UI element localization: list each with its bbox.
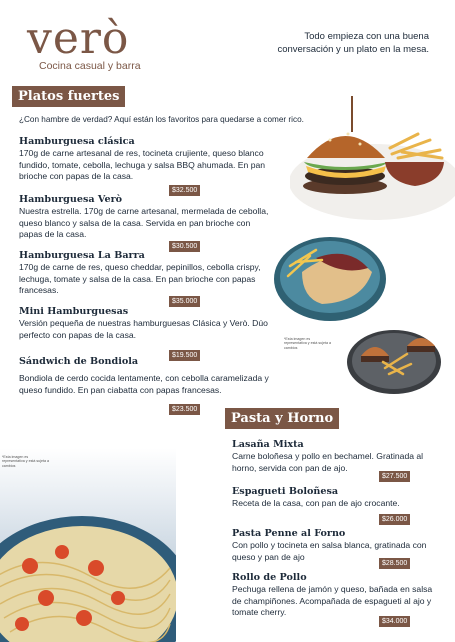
item-description: Pechuga rellena de jamón y queso, bañada en salsa de champiñones. Acompañada de espagueti al ajo y tomate cherry.: [232, 584, 433, 618]
item-name: Hamburguesa Verò: [19, 194, 123, 205]
item-description: 170g de carne de res, queso cheddar, pepinillos, cebolla crispy, lechuga, tomate y salsa de la casa. En pan brioche con papas francesas.: [19, 262, 261, 296]
burger-photo: [290, 92, 455, 232]
menu-item-lasana-mixta: [232, 439, 444, 474]
item-name: Espagueti Boloñesa: [232, 486, 339, 497]
brand-name: verò: [27, 13, 130, 64]
item-name: Lasaña Mixta: [232, 439, 304, 450]
item-description: Carne boloñesa y pollo en bechamel. Gratinada al horno, servida con pan de ajo.: [232, 451, 424, 473]
menu-item-espagueti-bolonesa: [232, 486, 444, 510]
item-price: $23.500: [169, 404, 200, 415]
section-title-pasta: Pasta y Horno: [225, 408, 339, 429]
item-description: 170g de carne artesanal de res, tocineta crujiente, queso blanco fundido, tomate, cebolla, lechuga y salsa BBQ ahumada. En pan brioche con papas de la casa.: [19, 148, 266, 182]
item-price: $27.500: [379, 471, 410, 482]
item-price: $28.500: [379, 558, 410, 569]
item-name: Hamburguesa clásica: [19, 136, 135, 147]
item-price: $34.000: [379, 616, 410, 627]
item-price: $35.000: [169, 296, 200, 307]
photo-note: *Esta imagen es representativa y está sujeta a cambios: [2, 455, 49, 468]
item-price: $30.500: [169, 241, 200, 252]
menu-item-mini-hamburguesas: [19, 306, 274, 341]
menu-item-hamburguesa-clasica: [19, 136, 274, 183]
photo-note: *Esta imagen es representativa y está sujeta a cambios: [284, 337, 331, 350]
item-name: Hamburguesa La Barra: [19, 250, 145, 261]
item-description: Con pollo y tocineta en salsa blanca, gratinada con queso y pan de ajo: [232, 540, 427, 562]
menu-item-hamburguesa-vero: [19, 194, 274, 241]
section-title-platos: Platos fuertes: [12, 86, 125, 107]
item-price: $32.500: [169, 185, 200, 196]
sandwich-photo: [272, 232, 390, 322]
mini-burgers-photo: [345, 318, 443, 398]
tagline: Todo empieza con una buena conversación y un plato en la mesa.: [277, 31, 429, 55]
item-name: Rollo de Pollo: [232, 572, 307, 583]
menu-item-sandwich-bondiola: [19, 356, 274, 396]
pasta-photo: [0, 448, 176, 642]
item-name: Pasta Penne al Forno: [232, 528, 346, 539]
item-name: Mini Hamburguesas: [19, 306, 129, 317]
menu-item-rollo-de-pollo: [232, 572, 444, 619]
item-price: $19.500: [169, 350, 200, 361]
section-intro-platos: ¿Con hambre de verdad? Aquí están los favoritos para quedarse a comer rico.: [19, 115, 304, 124]
item-name: Sándwich de Bondiola: [19, 356, 139, 367]
menu-item-pasta-penne: [232, 528, 444, 563]
item-price: $26.000: [379, 514, 410, 525]
item-description: Receta de la casa, con pan de ajo crocante.: [232, 498, 400, 508]
item-description: Nuestra estrella. 170g de carne artesanal, mermelada de cebolla, queso blanco y salsa de la casa. Servida en pan brioche con papas de la casa.: [19, 206, 269, 240]
brand-subtitle: Cocina casual y barra: [39, 60, 141, 72]
item-description: Versión pequeña de nuestras hamburguesas Clásica y Verò. Dúo perfecto con papas de la casa.: [19, 318, 268, 340]
brand-logo: [27, 13, 141, 72]
item-description: Bondiola de cerdo cocida lentamente, con cebolla caramelizada y queso fundido. En pan ciabatta con papas francesas.: [19, 373, 269, 395]
menu-item-hamburguesa-la-barra: [19, 250, 274, 297]
